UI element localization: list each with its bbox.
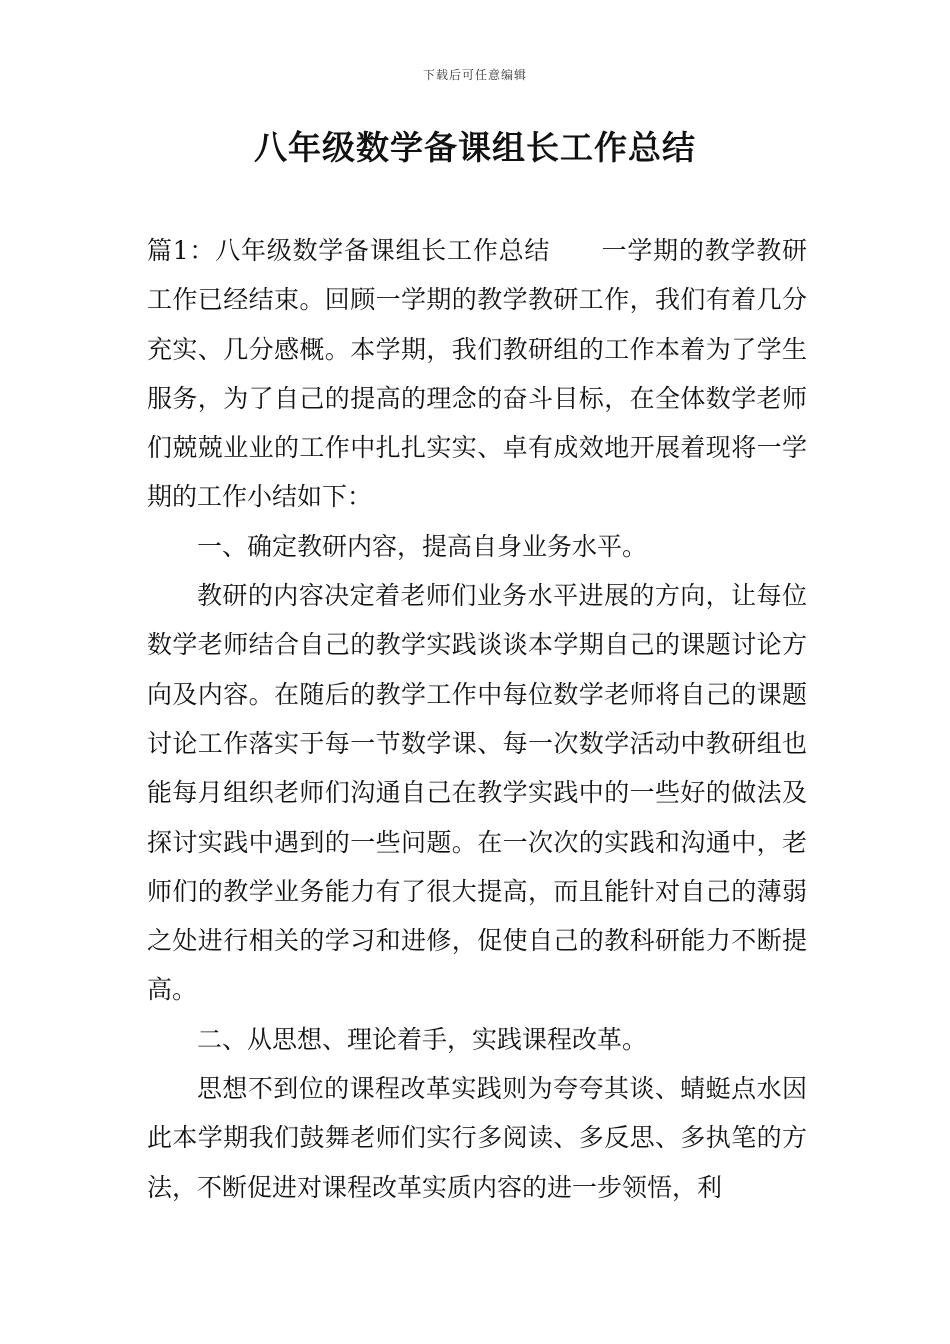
document-body bbox=[147, 226, 807, 1212]
document-title: 八年级数学备课组长工作总结 bbox=[254, 128, 696, 167]
paragraph-section-1: 教研的内容决定着老师们业务水平进展的方向，让每位数学老师结合自己的教学实践谈谈本学期自己的课题讨论方向及内容。在随后的教学工作中每位数学老师将自己的课题讨论工作落实于每一节数学课、每一次数学活动中教研组也能每月组织老师们沟通自己在教学实践中的一些好的做法及探讨实践中遇到的一些问题。在一次次的实践和沟通中，老师们的教学业务能力有了很大提高，而且能针对自己的薄弱之处进行相关的学习和进修，促使自己的教科研能力不断提高。 bbox=[147, 581, 807, 1005]
section-heading-1: 一、确定教研内容，提高自身业务水平。 bbox=[197, 531, 648, 561]
paragraph-intro: 篇1：八年级数学备课组长工作总结 一学期的教学教研工作已经结束。回顾一学期的教学教研工作，我们有着几分充实、几分感概。本学期，我们教研组的工作本着为了学生服务，为了自己的提高的理念的奋斗目标，在全体数学老师们兢兢业业的工作中扎扎实实、卓有成效地开展着现将一学期的工作小结如下： bbox=[147, 236, 807, 512]
header-note: 下载后可任意编辑 bbox=[422, 68, 527, 82]
section-heading-2: 二、从思想、理论着手，实践课程改革。 bbox=[197, 1024, 648, 1054]
paragraph-section-2: 思想不到位的课程改革实践则为夸夸其谈、蜻蜓点水因此本学期我们鼓舞老师们实行多阅读、多反思、多执笔的方法，不断促进对课程改革实质内容的进一步领悟，利 bbox=[147, 1074, 807, 1202]
